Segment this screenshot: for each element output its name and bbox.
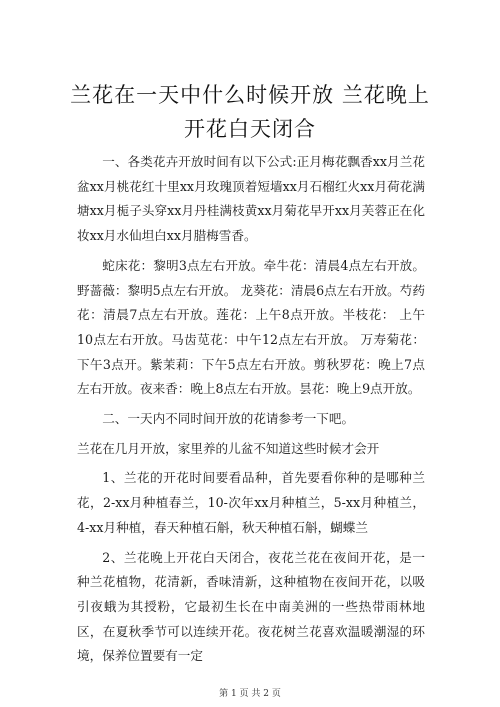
paragraph-6: 2、兰花晚上开花白天闭合，夜花兰花在夜间开花，是一种兰花植物，花清新，香味清新，这种植物在夜间开花，以吸引夜蛾为其授粉，它最初生长在中南美洲的一些热带雨林地区，在夏秋季节可以连续开花。夜花树兰花喜欢温暖潮湿的环境，保养位置要有一定 bbox=[77, 549, 425, 664]
page-footer: 第 1 页 共 2 页 bbox=[219, 689, 281, 699]
document-title: 兰花在一天中什么时候开放 兰花晚上开花白天闭合 bbox=[70, 83, 430, 141]
paragraph-2: 蛇床花：黎明3点左右开放。牵牛花：清晨4点左右开放。野蔷薇：黎明5点左右开放。 龙葵花：清晨6点左右开放。芍药花：清晨7点左右开放。莲花：上午8点开放。半枝花： 上午10点左右开放。马齿苋花：中午12点左右开放。 万寿菊花：下午3点开。紫茉莉：下午5点左右开放。剪秋罗花：晚上7点左右开放。夜来香：晚上8点左右开放。昙花：晚上9点开放。 bbox=[77, 257, 425, 397]
paragraph-3: 二、一天内不同时间开放的花请参考一下吧。 bbox=[102, 411, 355, 427]
paragraph-4: 兰花在几月开放，家里养的儿盆不知道这些时候才会开 bbox=[77, 440, 380, 456]
document-body bbox=[77, 150, 425, 674]
paragraph-5: 1、兰花的开花时间要看品种，首先要看你种的是哪种兰花，2-xx月种植春兰，10-次年xx月种植兰，5-xx月种植兰，4-xx月种植，春天种植石斛，秋天种植石斛，蝴蝶兰 bbox=[77, 470, 425, 535]
paragraph-1: 一、各类花卉开放时间有以下公式:正月梅花飘香xx月兰花盆xx月桃花红十里xx月玫瑰顶着短墙xx月石榴红火xx月荷花满塘xx月栀子头穿xx月丹桂满枝黄xx月菊花早开xx月芙蓉正在化妆xx月水仙坦白xx月腊梅雪香。 bbox=[77, 154, 425, 244]
